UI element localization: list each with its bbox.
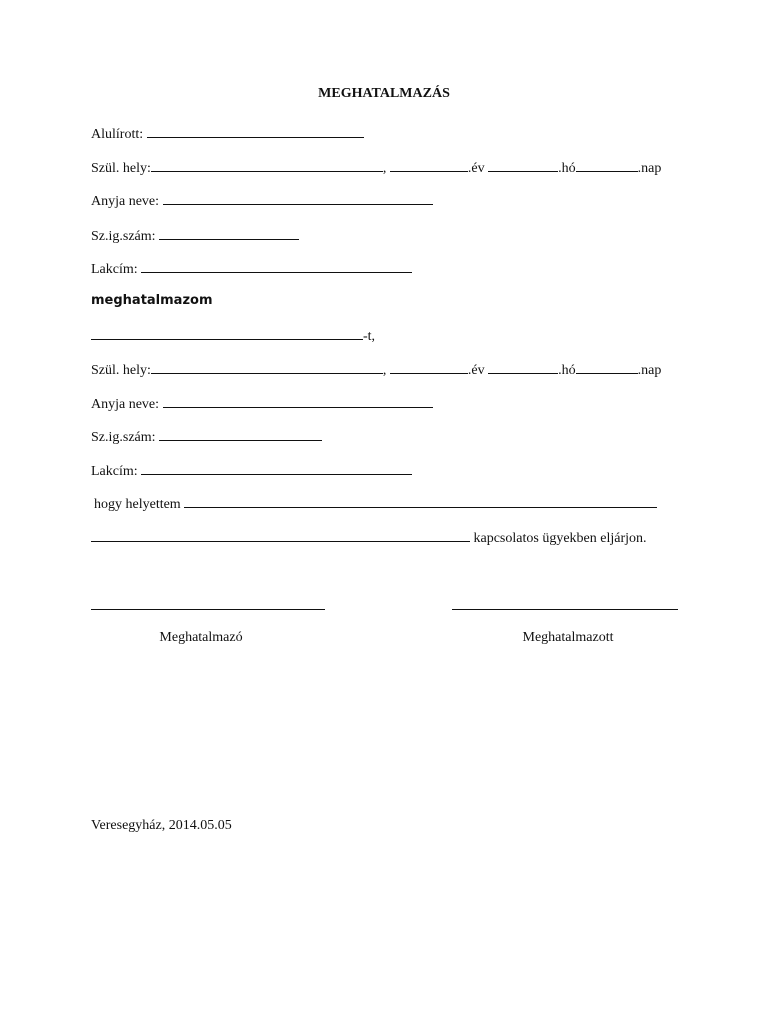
principal-mother-row — [91, 191, 433, 211]
ev-label: .év — [467, 161, 485, 176]
birth-month-blank[interactable] — [488, 158, 558, 172]
agent-birth-row — [91, 360, 661, 380]
nap-label: .nap — [637, 161, 662, 176]
anyja-neve-label: Anyja neve: — [91, 194, 160, 209]
agent-mother-name-blank[interactable] — [163, 394, 433, 408]
agent-birth-year-blank[interactable] — [390, 360, 468, 374]
principal-id-row — [91, 226, 299, 246]
principal-birth-row — [91, 158, 661, 178]
agent-address-row — [91, 461, 412, 481]
birth-year-blank[interactable] — [390, 158, 468, 172]
comma: , — [382, 161, 387, 176]
principal-signature-label: Meghatalmazó — [159, 630, 243, 645]
purpose-blank[interactable] — [184, 494, 657, 508]
comma: , — [382, 363, 387, 378]
agent-id-row — [91, 427, 322, 447]
ho-label: .hó — [558, 363, 576, 378]
agent-birth-day-blank[interactable] — [576, 360, 638, 374]
agent-mother-row — [91, 394, 433, 414]
purpose-continuation-row — [91, 528, 647, 548]
ho-label: .hó — [558, 161, 576, 176]
ev-label: .év — [467, 363, 485, 378]
principal-name-row — [91, 124, 364, 144]
birth-place-blank[interactable] — [151, 158, 383, 172]
id-number-blank[interactable] — [159, 226, 299, 240]
agent-birth-place-blank[interactable] — [151, 360, 383, 374]
agent-signature-label: Meghatalmazott — [522, 630, 614, 645]
purpose-row — [94, 494, 657, 514]
agent-name-blank[interactable] — [91, 326, 363, 340]
kapcsolatos-label: kapcsolatos ügyekben eljárjon. — [473, 531, 647, 546]
szul-hely-label: Szül. hely: — [91, 363, 151, 378]
principal-address-row — [91, 259, 412, 279]
lakcim-label: Lakcím: — [91, 262, 138, 277]
purpose-continuation-blank[interactable] — [91, 528, 470, 542]
anyja-neve-label: Anyja neve: — [91, 397, 160, 412]
szig-szam-label: Sz.ig.szám: — [91, 430, 156, 445]
mother-name-blank[interactable] — [163, 191, 433, 205]
agent-signature-line[interactable] — [452, 609, 678, 610]
agent-address-blank[interactable] — [141, 461, 412, 475]
address-blank[interactable] — [141, 259, 412, 273]
t-suffix: -t, — [363, 329, 376, 344]
agent-birth-month-blank[interactable] — [488, 360, 558, 374]
szul-hely-label: Szül. hely: — [91, 161, 151, 176]
place-date: Veresegyház, 2014.05.05 — [91, 818, 232, 833]
agent-id-number-blank[interactable] — [159, 427, 322, 441]
document-title: MEGHATALMAZÁS — [318, 86, 450, 101]
alulirott-label: Alulírott: — [91, 127, 144, 142]
nap-label: .nap — [637, 363, 662, 378]
hogy-helyettem-label: hogy helyettem — [94, 497, 181, 512]
agent-name-row — [91, 326, 375, 346]
lakcim-label: Lakcím: — [91, 464, 138, 479]
szig-szam-label: Sz.ig.szám: — [91, 229, 156, 244]
principal-signature-line[interactable] — [91, 609, 325, 610]
meghatalmazom-label: meghatalmazom — [91, 293, 213, 308]
principal-name-blank[interactable] — [147, 124, 364, 138]
birth-day-blank[interactable] — [576, 158, 638, 172]
